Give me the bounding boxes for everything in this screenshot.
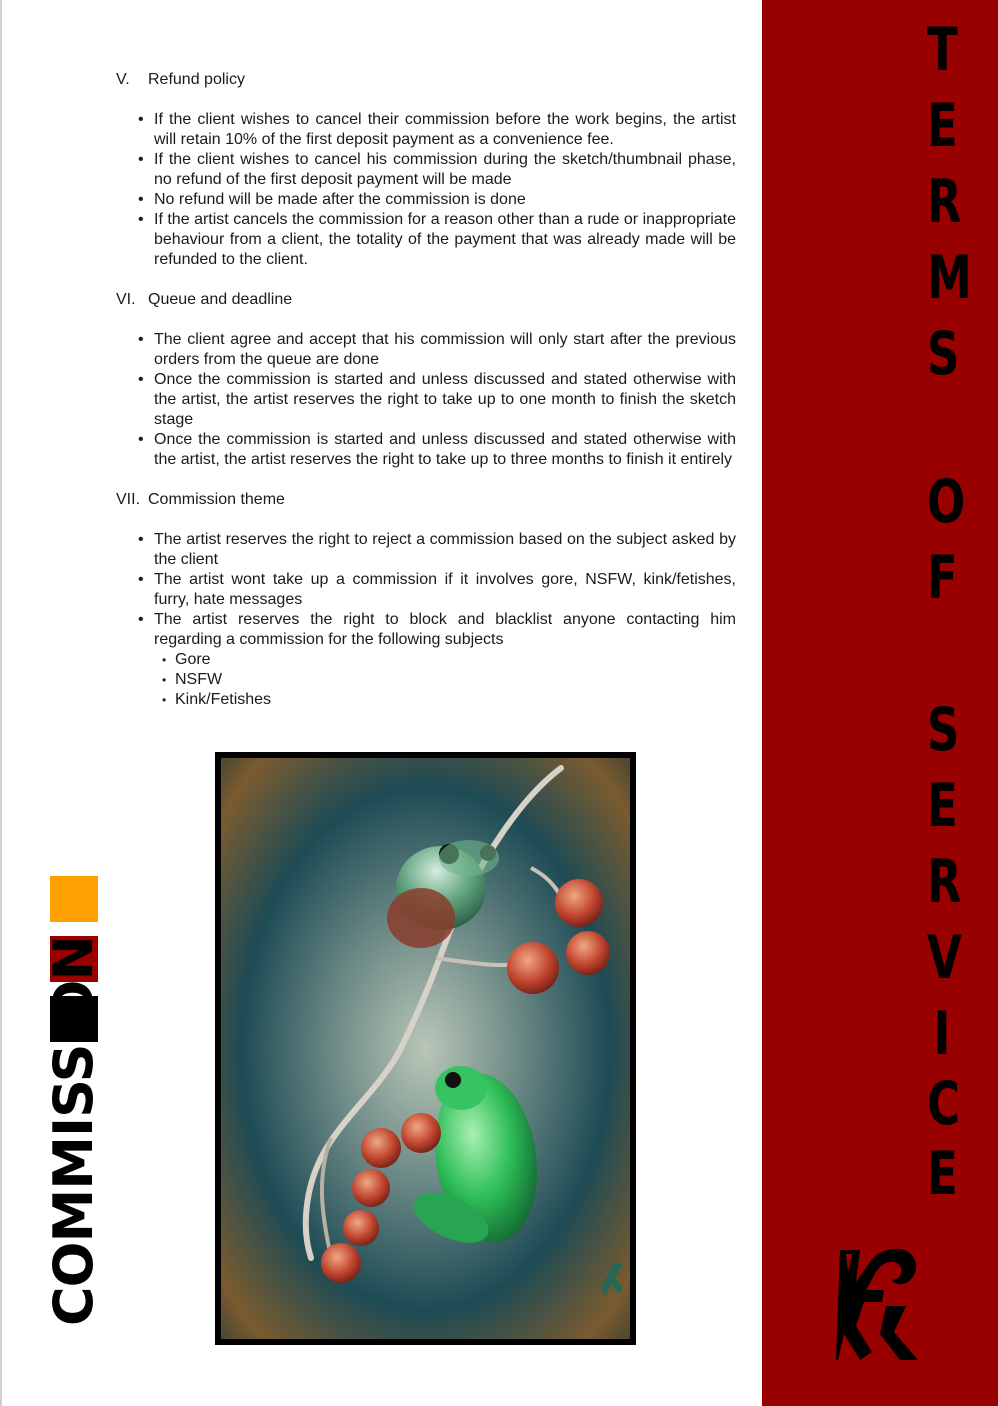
section-heading — [116, 70, 736, 90]
title-letter: E — [927, 771, 958, 841]
commission-label: COMMISSION — [42, 936, 105, 1326]
section-number: VI. — [116, 291, 136, 308]
title-letter: I — [933, 999, 951, 1069]
title-letter: V — [927, 923, 962, 993]
sub-list-item: • Kink/Fetishes — [162, 690, 736, 710]
frog-artwork — [215, 752, 636, 1345]
title-letter: S — [927, 319, 960, 389]
title-letter: E — [927, 91, 958, 161]
bullet-list — [116, 530, 736, 710]
list-item: • If the client wishes to cancel his commission during the sketch/thumbnail phase, no refund of the first deposit payment will be made — [136, 150, 736, 190]
list-item: • If the artist cancels the commission for a reason other than a rude or inappropriate behaviour from a client, the totality of the payment that was already made will be refunded to the client. — [136, 210, 736, 270]
list-item: • Once the commission is started and unless discussed and stated otherwise with the artist, the artist reserves the right to take up to one month to finish the sketch stage — [136, 370, 736, 430]
list-item: • No refund will be made after the commission is done — [136, 190, 736, 210]
bullet-list — [116, 330, 736, 470]
title-letter: E — [927, 1139, 958, 1209]
title-letter: R — [927, 167, 962, 237]
section-queue-deadline — [116, 290, 736, 470]
sub-list-item: • Gore — [162, 650, 736, 670]
list-item: • The client agree and accept that his commission will only start after the previous orders from the queue are done — [136, 330, 736, 370]
section-refund-policy — [116, 70, 736, 270]
list-item-text: The artist reserves the right to block and blacklist anyone contacting him regarding a commission for the following subjects — [154, 611, 736, 648]
list-item: • Once the commission is started and unless discussed and stated otherwise with the artist, the artist reserves the right to take up to three months to finish it entirely — [136, 430, 736, 470]
section-title: Refund policy — [148, 71, 245, 88]
terms-of-service-sidebar — [762, 0, 998, 1406]
terms-of-service-title — [922, 15, 972, 1210]
title-letter: R — [927, 847, 962, 917]
page-edge — [0, 0, 2, 1406]
title-letter: S — [927, 695, 960, 765]
title-letter: F — [927, 543, 958, 613]
title-letter: M — [927, 243, 972, 313]
section-number: VII. — [116, 491, 141, 508]
list-item: • The artist reserves the right to reject a commission based on the subject asked by the client — [136, 530, 736, 570]
section-title: Commission theme — [148, 491, 285, 508]
section-title: Queue and deadline — [148, 291, 293, 308]
title-letter: T — [927, 15, 958, 85]
list-item — [136, 610, 736, 710]
orange-swatch — [50, 876, 98, 922]
section-heading — [116, 290, 736, 310]
title-letter: O — [927, 467, 966, 537]
section-number: V. — [116, 71, 130, 88]
bullet-list — [116, 110, 736, 270]
list-item: • The artist wont take up a commission if it involves gore, NSFW, kink/fetishes, furry, hate messages — [136, 570, 736, 610]
sub-bullet-list — [154, 650, 736, 710]
document-body — [116, 70, 736, 730]
section-commission-theme — [116, 490, 736, 710]
section-heading — [116, 490, 736, 510]
list-item: • If the client wishes to cancel their commission before the work begins, the artist will retain 10% of the first deposit payment as a convenience fee. — [136, 110, 736, 150]
artist-logo-icon — [836, 1242, 926, 1364]
title-letter: C — [927, 1069, 961, 1139]
sub-list-item: • NSFW — [162, 670, 736, 690]
